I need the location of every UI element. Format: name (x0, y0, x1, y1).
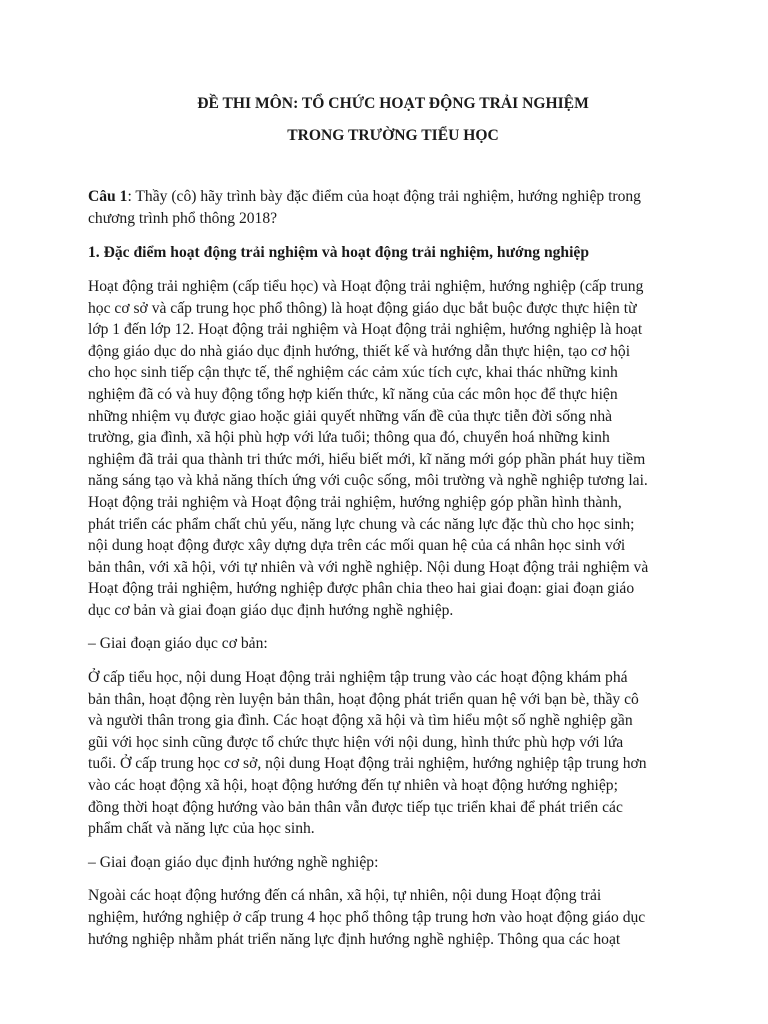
paragraph-line: bản thân, với xã hội, với tự nhiên và với nghề nghiệp. Nội dung Hoạt động trải nghiệm và (88, 558, 649, 576)
bullet-career-stage: – Giai đoạn giáo dục định hướng nghề nghiệp: (88, 853, 379, 871)
paragraph-line: phẩm chất và năng lực của học sinh. (88, 820, 315, 838)
paragraph-line: vào các hoạt động xã hội, hoạt động hướng đến tự nhiên và hoạt động hướng nghiệp; (88, 777, 618, 795)
paragraph-line: nghiệm, hướng nghiệp ở cấp trung 4 học phổ thông tập trung hơn vào hoạt động giáo dục (88, 909, 646, 926)
paragraph-line: năng sáng tạo và khả năng thích ứng với cuộc sống, môi trường và nghề nghiệp tương lai. (88, 472, 648, 490)
paragraph-line: dục cơ bản và giai đoạn giáo dục định hướng nghề nghiệp. (88, 601, 454, 619)
question-label: Câu 1 (88, 188, 128, 206)
paragraph-line: hướng nghiệp nhằm phát triển năng lực định hướng nghề nghiệp. Thông qua các hoạt (88, 930, 621, 948)
paragraph-line: phát triển các phẩm chất chủ yếu, năng lực chung và các năng lực đặc thù cho học sinh; (88, 515, 635, 533)
question-text-line1: : Thầy (cô) hãy trình bày đặc điểm của hoạt động trải nghiệm, hướng nghiệp trong (127, 188, 641, 206)
paragraph-line: Hoạt động trải nghiệm, hướng nghiệp được phân chia theo hai giai đoạn: giai đoạn giáo (88, 580, 635, 598)
paragraph-line: Hoạt động trải nghiệm (cấp tiểu học) và Hoạt động trải nghiệm, hướng nghiệp (cấp trung (88, 277, 644, 295)
paragraph-line: Ở cấp tiểu học, nội dung Hoạt động trải nghiệm tập trung vào các hoạt động khám phá (88, 669, 628, 687)
question-text-line2: chương trình phổ thông 2018? (88, 209, 278, 227)
paragraph-2 (88, 667, 698, 840)
paragraph-line: lớp 1 đến lớp 12. Hoạt động trải nghiệm và Hoạt động trải nghiệm, hướng nghiệp là hoạt (88, 321, 643, 339)
paragraph-line: những nhiệm vụ được giao hoặc giải quyết những vấn đề của thực tiễn đời sống nhà (88, 407, 613, 425)
paragraph-line: đồng thời hoạt động hướng vào bản thân vẫn được tiếp tục triển khai để phát triển các (88, 798, 623, 816)
paragraph-line: trường, gia đình, xã hội phù hợp với lứa tuổi; thông qua đó, chuyển hoá những kinh (88, 429, 610, 447)
paragraph-line: cho học sinh tiếp cận thực tế, thể nghiệm các cảm xúc tích cực, khai thác những kinh (88, 364, 618, 382)
bullet-basic-stage: – Giai đoạn giáo dục cơ bản: (88, 635, 268, 653)
paragraph-3 (88, 885, 698, 950)
document-title-line1: ĐỀ THI MÔN: TỔ CHỨC HOẠT ĐỘNG TRẢI NGHIỆM (197, 95, 589, 112)
paragraph-line: nội dung hoạt động được xây dựng dựa trên các mối quan hệ của cá nhân học sinh với (88, 537, 626, 555)
paragraph-line: nghiệm đã có và huy động tổng hợp kiến thức, kĩ năng của các môn học để thực hiện (88, 385, 618, 403)
paragraph-line: tuổi. Ở cấp trung học cơ sở, nội dung Hoạt động trải nghiệm, hướng nghiệp tập trung hơn (88, 755, 647, 773)
paragraph-line: Hoạt động trải nghiệm và Hoạt động trải nghiệm, hướng nghiệp góp phần hình thành, (88, 493, 622, 511)
paragraph-line: động giáo dục do nhà giáo dục định hướng, thiết kế và hướng dẫn thực hiện, tạo cơ hội (88, 342, 631, 360)
question-1 (88, 186, 698, 229)
paragraph-line: gũi với học sinh cũng được tổ chức thực hiện với nội dung, hình thức phù hợp với lứa (88, 733, 624, 751)
document-title-line2: TRONG TRƯỜNG TIỂU HỌC (287, 126, 499, 144)
paragraph-line: nghiệm đã trải qua thành tri thức mới, hiểu biết mới, kĩ năng mới góp phần phát huy tiềm (88, 450, 646, 468)
paragraph-line: Ngoài các hoạt động hướng đến cá nhân, xã hội, tự nhiên, nội dung Hoạt động trải (88, 887, 602, 905)
section-heading: 1. Đặc điểm hoạt động trải nghiệm và hoạt động trải nghiệm, hướng nghiệp (88, 244, 590, 262)
paragraph-line: và người thân trong gia đình. Các hoạt động xã hội và tìm hiểu một số nghề nghiệp gần (88, 712, 633, 730)
paragraph-1 (88, 276, 698, 622)
paragraph-line: học cơ sở và cấp trung học phổ thông) là hoạt động giáo dục bắt buộc được thực hiện từ (88, 299, 637, 317)
paragraph-line: bản thân, hoạt động rèn luyện bản thân, hoạt động phát triển quan hệ với bạn bè, thầy cô (88, 690, 639, 708)
